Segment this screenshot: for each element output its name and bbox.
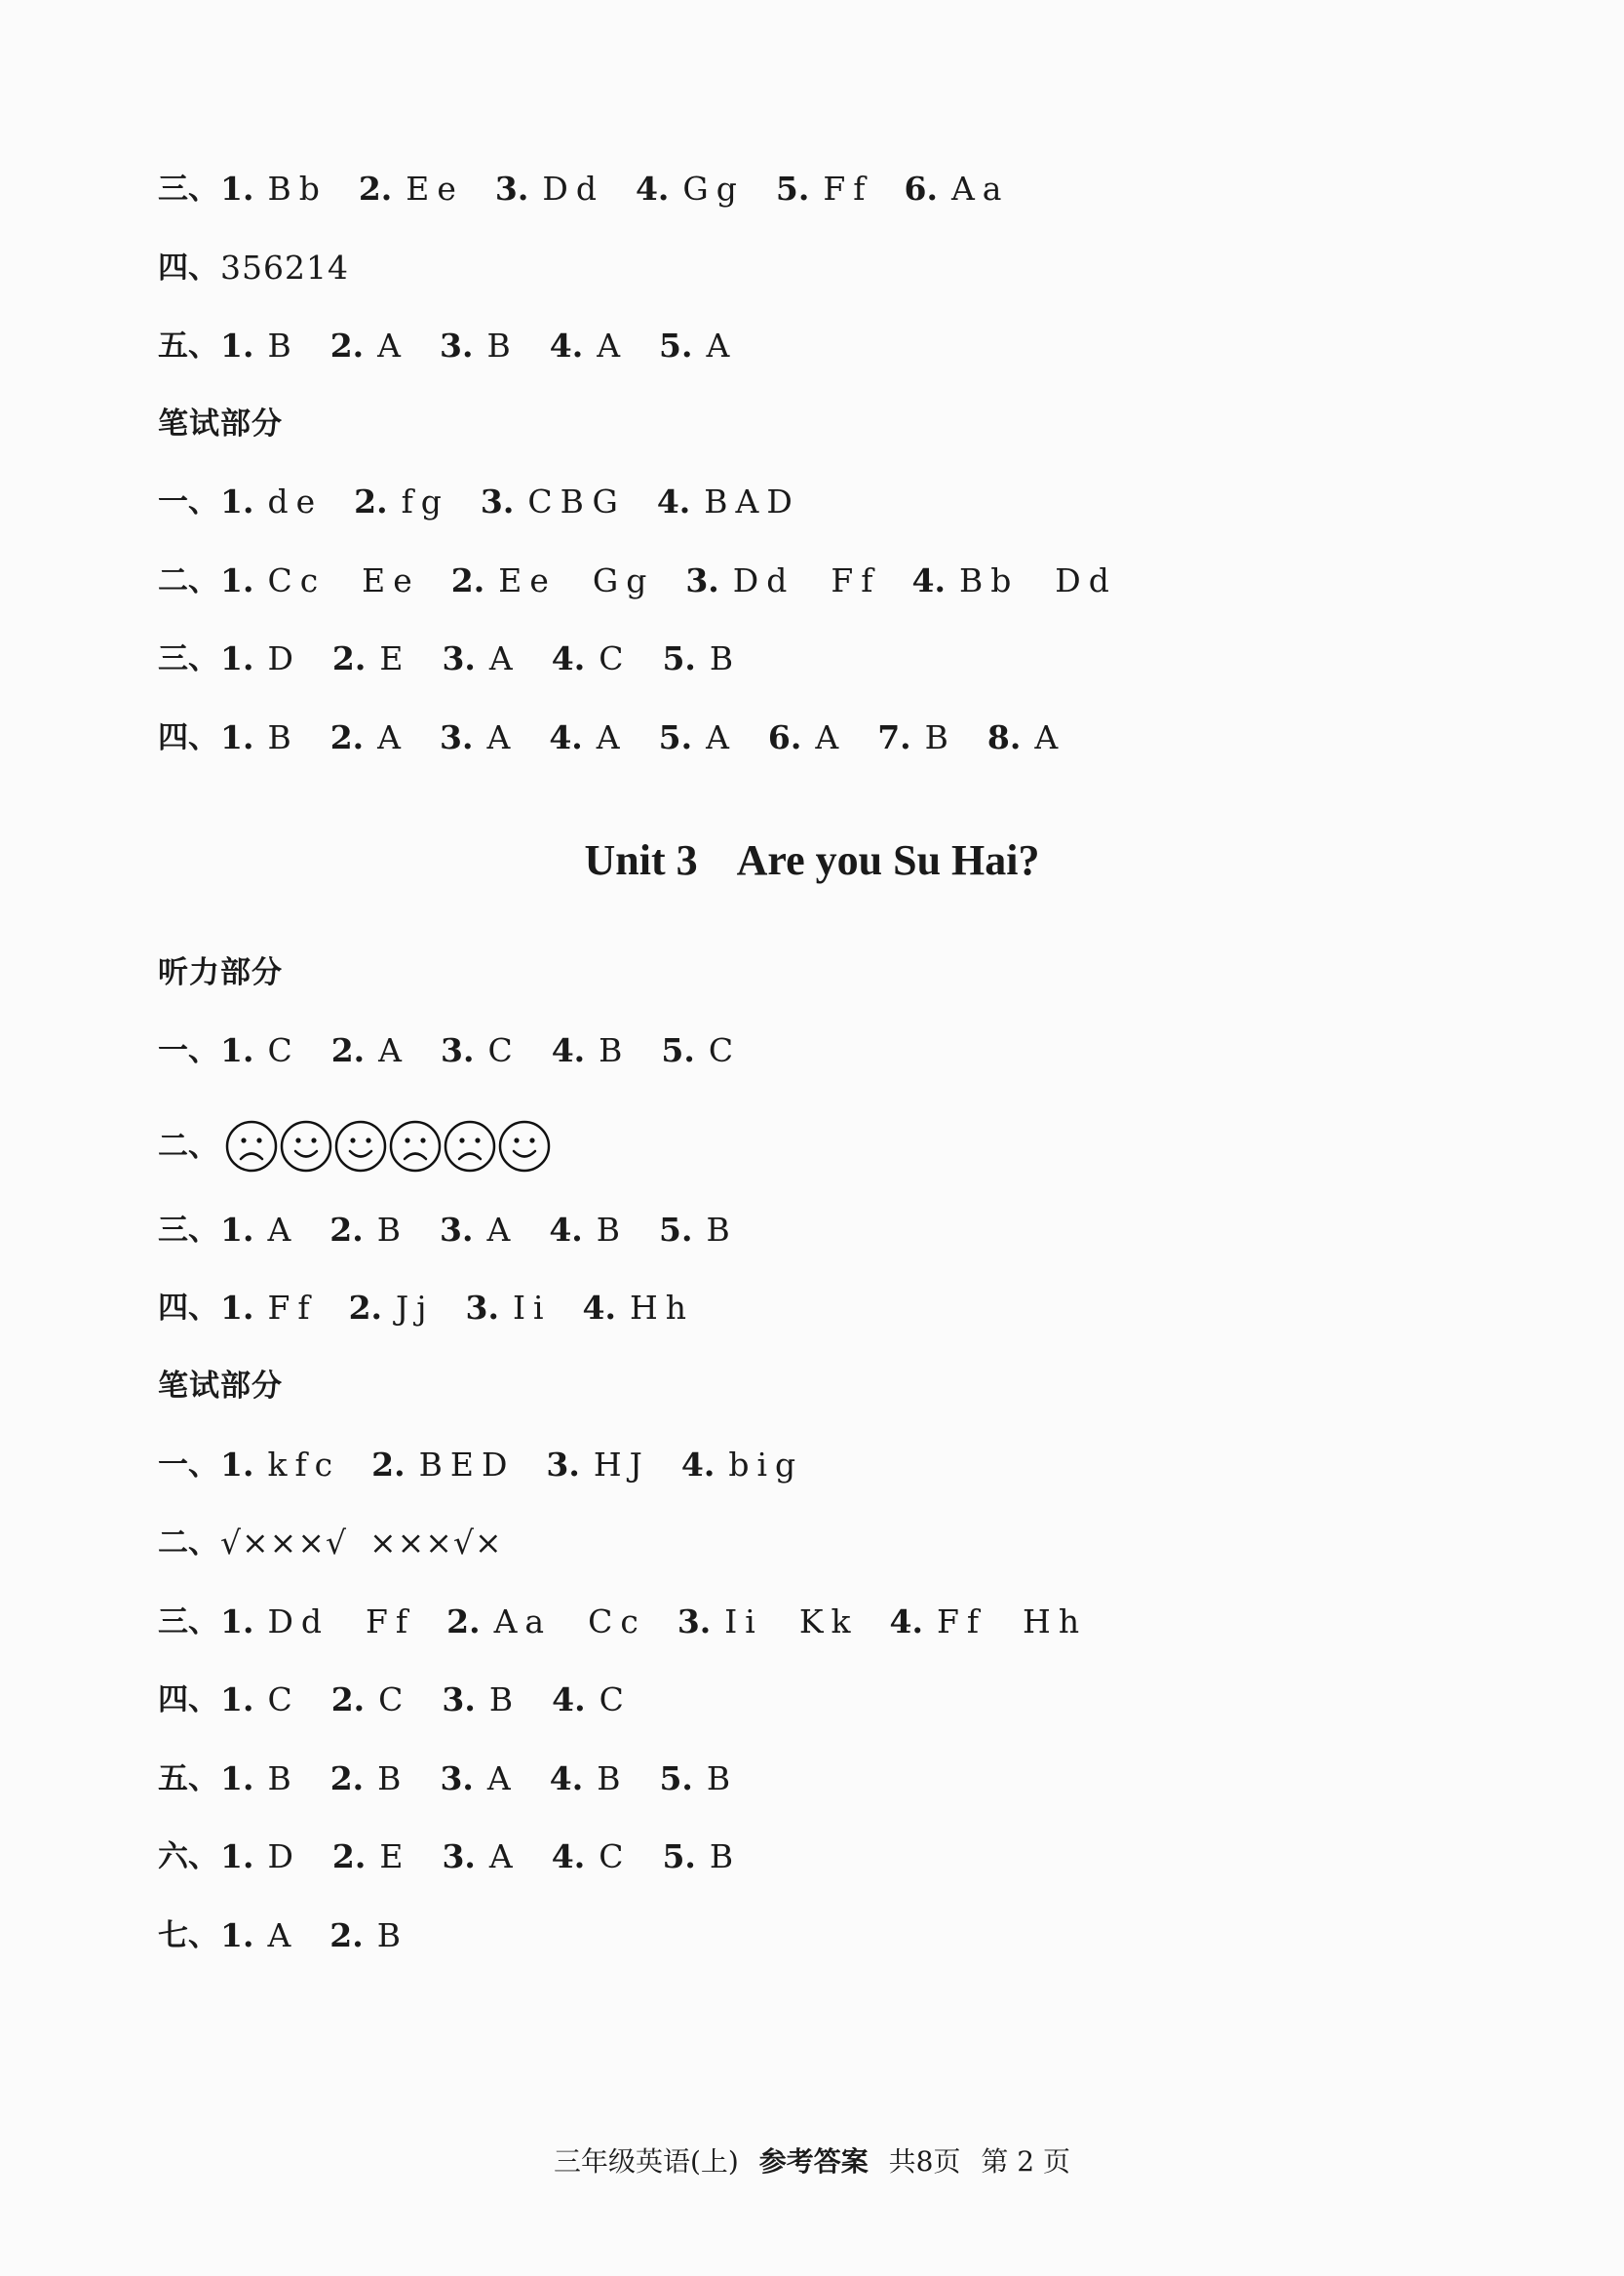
item-answer: Dd Ff (732, 561, 881, 599)
item-answer: A (486, 718, 519, 756)
item-answer: B (267, 327, 299, 365)
item-number: 4. (582, 1289, 616, 1327)
answer-item (349, 1289, 435, 1328)
item-number: 3. (480, 482, 515, 521)
answer-item (440, 1211, 518, 1250)
answer-item (329, 1916, 408, 1955)
answer-item (220, 1031, 300, 1070)
item-answer: B (709, 639, 742, 677)
item-answer: Bb (267, 170, 328, 208)
answer-item (331, 1680, 411, 1719)
item-answer: A (378, 1031, 409, 1069)
item-number: 8. (986, 718, 1022, 756)
question-label: 三、 (158, 1213, 218, 1248)
item-number: 1. (220, 1916, 254, 1954)
answer-item (552, 1680, 632, 1719)
item-number: 2. (331, 639, 367, 677)
answer-items (220, 170, 1040, 209)
item-number: 3. (440, 1211, 474, 1249)
sad-face-icon (443, 1119, 497, 1174)
question-label: 一、 (158, 1033, 218, 1068)
item-number: 1. (220, 1211, 254, 1249)
answer-item (662, 639, 741, 678)
item-answer: A (267, 1211, 299, 1249)
item-answer: B (706, 1759, 739, 1797)
item-number: 5. (659, 1211, 693, 1249)
answer-item (685, 561, 880, 600)
answer-item (987, 718, 1065, 757)
answer-row (158, 1524, 503, 1562)
answer-items (220, 1759, 769, 1798)
answer-item (659, 718, 737, 757)
item-answer: Ff (823, 170, 873, 208)
answer-item (220, 718, 299, 757)
answer-row (158, 1289, 725, 1328)
answer-item (549, 1211, 628, 1250)
item-answer: C (267, 1031, 300, 1069)
answer-item (442, 1680, 521, 1719)
item-answer: B (599, 1031, 631, 1069)
answer-items (220, 1031, 772, 1070)
item-answer: B (376, 1211, 409, 1249)
item-number: 3. (440, 327, 474, 365)
item-answer: HJ (593, 1446, 650, 1484)
answer-item (220, 1602, 415, 1641)
item-number: 2. (330, 1680, 366, 1718)
item-number: 2. (348, 1289, 383, 1327)
item-number: 1. (220, 1680, 254, 1718)
answer-items (220, 1446, 834, 1485)
item-answer: Jj (396, 1289, 435, 1327)
item-answer: B (267, 718, 299, 756)
question-label: 五、 (158, 1761, 218, 1796)
item-answer: Aa Cc (493, 1602, 646, 1640)
answer-item (657, 482, 800, 521)
answer-item (549, 718, 627, 757)
answer-item (220, 1837, 301, 1876)
item-number: 2. (329, 718, 365, 756)
answer-item (442, 1837, 520, 1876)
answer-row (158, 1680, 663, 1719)
item-number: 4. (549, 1759, 584, 1797)
item-answer: A (706, 327, 738, 365)
sad-face-icon (388, 1119, 443, 1174)
answer-item (552, 639, 632, 678)
answer-item (877, 718, 956, 757)
item-number: 5. (659, 327, 693, 365)
answer-row (158, 718, 1097, 757)
item-number: 2. (358, 170, 393, 208)
item-number: 5. (661, 1031, 695, 1069)
footer-page: 第 2 页 (981, 2145, 1071, 2178)
answer-items (220, 561, 1148, 600)
item-number: 3. (440, 718, 474, 756)
answer-item (662, 1837, 741, 1876)
footer-total: 共8页 (888, 2145, 961, 2178)
answer-item (677, 1602, 859, 1641)
item-answer: B (597, 1759, 629, 1797)
item-answer: Bb Dd (958, 561, 1117, 599)
answer-item (330, 718, 408, 757)
item-answer: C (599, 1680, 632, 1718)
answer-items (220, 639, 772, 678)
section-title-written: 笔试部分 (158, 1369, 283, 1404)
answer-item (359, 170, 464, 209)
item-number: 2. (450, 561, 485, 599)
answer-item (440, 327, 519, 366)
answer-row (158, 170, 1040, 209)
question-label: 一、 (158, 1447, 218, 1483)
item-number: 4. (552, 1680, 586, 1718)
item-number: 3. (494, 170, 529, 208)
item-answer: A (377, 327, 409, 365)
item-answer: C (599, 1837, 632, 1875)
answer-row (158, 1916, 440, 1955)
answer-row (158, 1837, 772, 1876)
answer-item (681, 1446, 803, 1485)
item-number: 2. (330, 1031, 366, 1069)
answer-item (220, 1289, 318, 1328)
answer-items (220, 327, 768, 366)
happy-face-icon (497, 1119, 552, 1174)
item-answer: D (267, 1837, 301, 1875)
question-label: 二、 (158, 1129, 218, 1164)
item-number: 2. (354, 482, 388, 521)
item-number: 4. (635, 170, 670, 208)
item-number: 3. (442, 1680, 476, 1718)
answer-item (371, 1446, 515, 1485)
answer-item (220, 327, 299, 366)
item-answer: B (267, 1759, 299, 1797)
answer-item (768, 718, 846, 757)
item-answer: Ii (512, 1289, 552, 1327)
answer-items (220, 718, 1097, 757)
item-answer: A (488, 639, 521, 677)
item-number: 3. (442, 1837, 476, 1875)
answer-item (332, 639, 411, 678)
item-answer: Ee (406, 170, 464, 208)
answer-items (220, 1211, 769, 1250)
unit-name: Are you Su Hai? (736, 836, 1040, 884)
question-label: 五、 (158, 328, 218, 364)
item-number: 3. (677, 1602, 712, 1640)
answer-text: √×××√ ×××√× (220, 1524, 503, 1562)
item-number: 1. (220, 170, 254, 208)
question-label: 三、 (158, 172, 218, 207)
answer-item (440, 718, 518, 757)
answer-item (659, 327, 737, 366)
happy-face-icon (333, 1119, 388, 1174)
answer-text: 356214 (220, 249, 349, 287)
item-answer: A (706, 718, 737, 756)
item-answer: BAD (704, 482, 800, 521)
item-number: 3. (442, 639, 476, 677)
item-answer: A (1034, 718, 1066, 756)
answer-row (158, 1602, 1118, 1641)
answer-row (158, 1119, 552, 1174)
question-label: 二、 (158, 563, 218, 598)
item-number: 4. (549, 718, 583, 756)
answer-item (332, 1837, 411, 1876)
item-number: 4. (551, 1031, 586, 1069)
item-answer: B (488, 1680, 522, 1718)
answer-item (552, 1837, 632, 1876)
item-answer: CBG (527, 482, 626, 521)
answer-item (552, 1031, 631, 1070)
item-number: 5. (662, 1837, 696, 1875)
answer-item (659, 1211, 738, 1250)
answer-item (550, 1759, 629, 1798)
sad-face-icon (224, 1119, 279, 1174)
answer-item (659, 1759, 738, 1798)
unit-number: Unit 3 (584, 836, 698, 884)
item-answer: A (486, 1211, 519, 1249)
item-answer: kfc (267, 1446, 341, 1484)
item-number: 1. (220, 327, 254, 365)
answer-row (158, 1446, 834, 1485)
item-number: 4. (551, 639, 586, 677)
item-answer: B (377, 1759, 409, 1797)
item-number: 6. (767, 718, 802, 756)
item-answer: A (267, 1916, 299, 1954)
question-label: 六、 (158, 1839, 218, 1874)
item-answer: fg (401, 482, 449, 521)
item-answer: E (379, 1837, 411, 1875)
answer-row (158, 1211, 769, 1250)
item-answer: B (924, 718, 956, 756)
item-answer: D (267, 639, 301, 677)
item-number: 2. (329, 1211, 364, 1249)
item-number: 4. (549, 1211, 583, 1249)
item-number: 1. (220, 1031, 254, 1069)
answer-item (220, 1759, 299, 1798)
item-number: 2. (329, 1916, 364, 1954)
question-label: 四、 (158, 251, 218, 286)
question-label: 三、 (158, 1604, 218, 1639)
unit-3-title (0, 835, 1624, 885)
item-answer: Ee Gg (498, 561, 655, 599)
answer-item (220, 639, 301, 678)
item-answer: Cc Ee (267, 561, 420, 599)
answer-items (220, 482, 831, 521)
answer-row (158, 561, 1148, 600)
answer-item (451, 561, 655, 600)
answer-item (636, 170, 745, 209)
answer-item (220, 561, 420, 600)
answer-items (220, 1680, 663, 1719)
answer-item (440, 1759, 518, 1798)
footer-answers: 参考答案 (758, 2145, 869, 2178)
item-number: 2. (446, 1602, 481, 1640)
answer-item (495, 170, 604, 209)
answer-row (158, 1031, 772, 1070)
answer-item (441, 1031, 521, 1070)
answer-items (220, 1916, 440, 1955)
answer-item (546, 1446, 649, 1485)
item-number: 3. (465, 1289, 499, 1327)
item-number: 1. (220, 1602, 254, 1640)
item-number: 1. (220, 718, 254, 756)
item-answer: A (815, 718, 847, 756)
answer-item (466, 1289, 552, 1328)
item-number: 3. (441, 1031, 475, 1069)
item-number: 1. (220, 1837, 254, 1875)
answer-item (331, 1031, 409, 1070)
answer-item (583, 1289, 695, 1328)
answer-row (158, 327, 768, 366)
item-number: 4. (551, 1837, 586, 1875)
answer-item (442, 639, 520, 678)
item-number: 2. (329, 327, 365, 365)
question-label: 一、 (158, 484, 218, 520)
answer-item (354, 482, 449, 521)
item-answer: C (708, 1031, 742, 1069)
item-answer: BED (418, 1446, 516, 1484)
answer-items (220, 1289, 725, 1328)
faces-answer (224, 1119, 552, 1174)
answer-item (220, 482, 323, 521)
answer-item (330, 1759, 409, 1798)
item-answer: C (267, 1680, 300, 1718)
answer-row (158, 249, 349, 288)
answer-item (220, 170, 328, 209)
item-answer: Ff (267, 1289, 318, 1327)
footer-book: 三年级英语(上) (553, 2145, 739, 2178)
item-number: 5. (775, 170, 810, 208)
item-number: 5. (658, 718, 693, 756)
item-number: 4. (549, 327, 584, 365)
item-number: 3. (546, 1446, 580, 1484)
question-label: 二、 (158, 1525, 218, 1561)
item-answer: A (488, 1837, 521, 1875)
item-answer: big (728, 1446, 804, 1484)
item-number: 3. (440, 1759, 474, 1797)
answer-item (550, 327, 628, 366)
item-number: 4. (680, 1446, 715, 1484)
item-number: 4. (656, 482, 691, 521)
item-number: 1. (220, 561, 254, 599)
answer-items (220, 1602, 1118, 1641)
answer-row (158, 639, 772, 678)
item-answer: C (599, 639, 632, 677)
item-number: 1. (220, 639, 254, 677)
item-answer: B (706, 1211, 738, 1249)
answer-row (158, 1759, 769, 1798)
item-answer: Hh (630, 1289, 695, 1327)
answer-item (776, 170, 873, 209)
item-number: 2. (331, 1837, 367, 1875)
question-label: 四、 (158, 1291, 218, 1326)
item-answer: B (486, 327, 519, 365)
answer-item (329, 1211, 408, 1250)
item-answer: Dd (542, 170, 604, 208)
question-label: 三、 (158, 641, 218, 676)
page-footer (0, 2141, 1624, 2180)
question-label: 七、 (158, 1918, 218, 1953)
answer-item (220, 1916, 298, 1955)
answer-item (661, 1031, 741, 1070)
item-answer: B (709, 1837, 742, 1875)
item-answer: A (597, 327, 629, 365)
item-number: 7. (877, 718, 911, 756)
answer-item (220, 1446, 340, 1485)
item-number: 1. (220, 1289, 254, 1327)
answer-item (911, 561, 1116, 600)
answer-item (220, 1211, 298, 1250)
item-number: 1. (220, 1446, 254, 1484)
question-label: 四、 (158, 720, 218, 755)
item-number: 6. (904, 170, 938, 208)
item-number: 1. (220, 1759, 254, 1797)
item-number: 5. (659, 1759, 693, 1797)
item-number: 4. (889, 1602, 923, 1640)
item-number: 1. (220, 482, 254, 521)
item-number: 2. (371, 1446, 406, 1484)
item-answer: A (486, 1759, 519, 1797)
item-answer: Aa (950, 170, 1010, 208)
item-answer: B (596, 1211, 629, 1249)
item-number: 3. (685, 561, 719, 599)
answer-item (446, 1602, 646, 1641)
answer-items (220, 1837, 772, 1876)
answer-item (481, 482, 626, 521)
item-answer: de (267, 482, 324, 521)
answer-item (904, 170, 1009, 209)
item-answer: Gg (682, 170, 745, 208)
answer-item (890, 1602, 1088, 1641)
item-answer: C (487, 1031, 521, 1069)
item-answer: A (377, 718, 409, 756)
question-label: 四、 (158, 1682, 218, 1717)
answer-item (220, 1680, 300, 1719)
happy-face-icon (279, 1119, 333, 1174)
item-answer: Ff Hh (936, 1602, 1088, 1640)
item-answer: A (596, 718, 628, 756)
answer-item (330, 327, 408, 366)
item-answer: B (376, 1916, 409, 1954)
item-answer: Ii Kk (724, 1602, 859, 1640)
item-answer: Dd Ff (267, 1602, 416, 1640)
item-answer: E (379, 639, 411, 677)
item-number: 2. (329, 1759, 365, 1797)
item-number: 5. (662, 639, 696, 677)
answer-row (158, 482, 831, 521)
item-answer: C (378, 1680, 411, 1718)
section-title-written: 笔试部分 (158, 406, 283, 442)
section-title-listening: 听力部分 (158, 955, 283, 990)
item-number: 4. (911, 561, 946, 599)
